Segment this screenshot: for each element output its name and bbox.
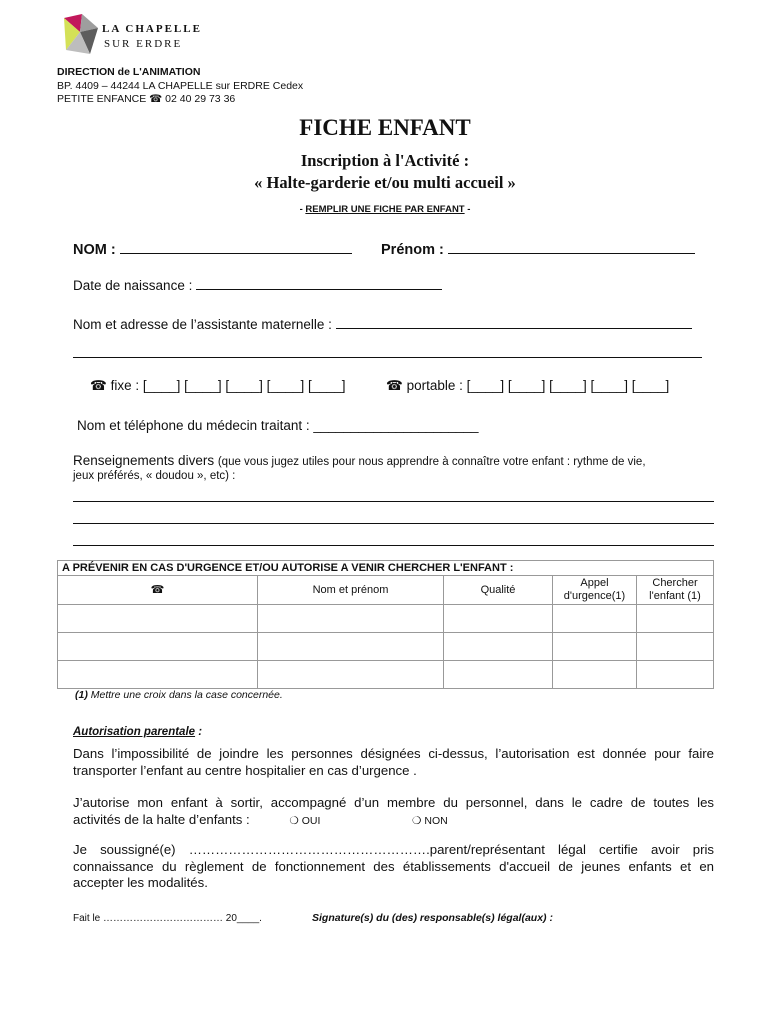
appel-column-header	[553, 576, 637, 605]
authorization-para-3	[73, 842, 714, 892]
renseignements-line-2[interactable]	[73, 523, 714, 524]
urgency-header-row	[58, 576, 714, 605]
nom-label: NOM :	[73, 242, 116, 258]
authorization-para-2	[73, 795, 714, 829]
qualite-column-label: Qualité	[480, 583, 516, 596]
assistante-row	[73, 316, 692, 332]
table-cell[interactable]	[444, 605, 553, 633]
table-cell[interactable]	[258, 633, 444, 661]
table-row	[58, 605, 714, 633]
logo-text	[102, 22, 202, 52]
authorization-title	[73, 726, 202, 738]
table-cell[interactable]	[444, 661, 553, 689]
para3-line-3: accepter les modalités.	[73, 875, 208, 890]
logo-line-1: LA CHAPELLE	[102, 23, 202, 35]
subtitle-activity: Inscription à l'Activité :	[300, 151, 470, 170]
fill-instruction	[0, 204, 770, 215]
fill-suffix: -	[464, 204, 471, 215]
appel-column-label-1: Appel	[580, 577, 609, 589]
nom-field[interactable]	[120, 241, 352, 254]
renseignements-line-1[interactable]	[73, 501, 714, 502]
non-radio[interactable]: ❍ NON	[412, 814, 448, 827]
nom-column-header	[258, 576, 444, 605]
table-row	[58, 661, 714, 689]
table-row	[58, 633, 714, 661]
renseignements-hint-2: jeux préférés, « doudou », etc) :	[73, 470, 236, 482]
chercher-column-label-2: l'enfant (1)	[649, 590, 701, 602]
fill-text: REMPLIR UNE FICHE PAR ENFANT	[305, 204, 465, 215]
address-line: BP. 4409 – 44244 LA CHAPELLE sur ERDRE Cedex	[57, 79, 304, 92]
urgency-caption: A PRÉVENIR EN CAS D'URGENCE ET/OU AUTORISE A VENIR CHERCHER L'ENFANT :	[58, 561, 714, 576]
renseignements-line-3[interactable]	[73, 545, 714, 546]
qualite-column-header	[444, 576, 553, 605]
table-cell[interactable]	[58, 633, 258, 661]
table-cell[interactable]	[637, 633, 714, 661]
name-row	[73, 241, 352, 258]
authorization-title-text: Autorisation parentale	[73, 726, 196, 738]
prenom-label: Prénom :	[381, 242, 444, 258]
urgency-table	[57, 560, 714, 689]
para1-line-1: Dans l’impossibilité de joindre les personnes désignées ci-dessus, l’autorisation est donnée pour faire	[73, 746, 714, 761]
para2-line-2: activités de la halte d’enfants :	[73, 811, 250, 827]
para3-line-1: Je soussigné(e) ……………………………………………….parent/représentant légal certifie avoir pris	[73, 842, 714, 857]
assistante-field-line-2[interactable]	[73, 357, 702, 358]
birthdate-field[interactable]	[196, 277, 442, 290]
chercher-column-label-1: Chercher	[652, 577, 698, 589]
appel-column-label-2: d'urgence(1)	[563, 590, 626, 602]
table-cell[interactable]	[637, 661, 714, 689]
table-footnote	[75, 689, 283, 701]
oui-radio[interactable]: ❍ OUI	[289, 814, 321, 827]
page-title: FICHE ENFANT	[299, 115, 471, 140]
table-cell[interactable]	[444, 633, 553, 661]
logo-line-2: SUR ERDRE	[104, 38, 183, 50]
nom-column-label: Nom et prénom	[312, 583, 389, 596]
authorization-para-1	[73, 746, 714, 779]
birthdate-row	[73, 277, 442, 293]
table-cell[interactable]	[58, 605, 258, 633]
direction-label: DIRECTION de L'ANIMATION	[57, 66, 201, 78]
para3-line-2: connaissance du règlement de fonctionnement des établissements d'accueil de jeunes enfants et en	[73, 858, 714, 874]
chercher-column-header	[637, 576, 714, 605]
renseignements-row	[73, 453, 646, 468]
table-cell[interactable]	[637, 605, 714, 633]
signature-label: Signature(s) du (des) responsable(s) légal(aux) :	[312, 912, 553, 924]
table-cell[interactable]	[553, 661, 637, 689]
para2-line-2-row	[73, 812, 714, 830]
table-cell[interactable]	[553, 605, 637, 633]
header-block	[57, 66, 303, 107]
table-cell[interactable]	[258, 661, 444, 689]
assistante-label: Nom et adresse de l’assistante maternelle :	[73, 317, 332, 332]
renseignements-label: Renseignements divers	[73, 453, 215, 468]
subtitle-service: « Halte-garderie et/ou multi accueil »	[254, 173, 516, 192]
fill-prefix: -	[299, 204, 306, 215]
table-cell[interactable]	[258, 605, 444, 633]
table-cell[interactable]	[58, 661, 258, 689]
petite-enfance-line: PETITE ENFANCE ☎ 02 40 29 73 36	[57, 93, 236, 105]
para2-line-1: J’autorise mon enfant à sortir, accompagné d’un membre du personnel, dans le cadre de toutes les	[73, 795, 714, 810]
footnote-number: (1)	[75, 689, 88, 701]
portable-phone[interactable]: ☎ portable : [____] [____] [____] [____] [____]	[386, 378, 670, 393]
phone-icon: ☎	[150, 583, 165, 596]
prenom-row	[381, 241, 695, 258]
logo-mark-icon	[60, 14, 100, 56]
phone-column-header	[58, 576, 258, 605]
footnote-text: Mettre une croix dans la case concernée.	[87, 689, 283, 701]
birthdate-label: Date de naissance :	[73, 278, 193, 293]
prenom-field[interactable]	[448, 241, 695, 254]
para1-line-2: transporter l’enfant au centre hospitalier en cas d’urgence .	[73, 762, 417, 778]
table-cell[interactable]	[553, 633, 637, 661]
fixe-phone[interactable]: ☎ fixe : [____] [____] [____] [____] [____]	[90, 378, 346, 393]
renseignements-hint: (que vous jugez utiles pour nous apprendre à connaître votre enfant : rythme de vie,	[217, 456, 646, 468]
authorization-title-suffix: :	[195, 726, 203, 738]
medecin-row[interactable]: Nom et téléphone du médecin traitant : ______________________	[77, 418, 479, 433]
logo	[60, 14, 100, 56]
assistante-field[interactable]	[336, 316, 692, 329]
fait-le-line[interactable]: Fait le ……………………………… 20____.	[73, 913, 262, 924]
